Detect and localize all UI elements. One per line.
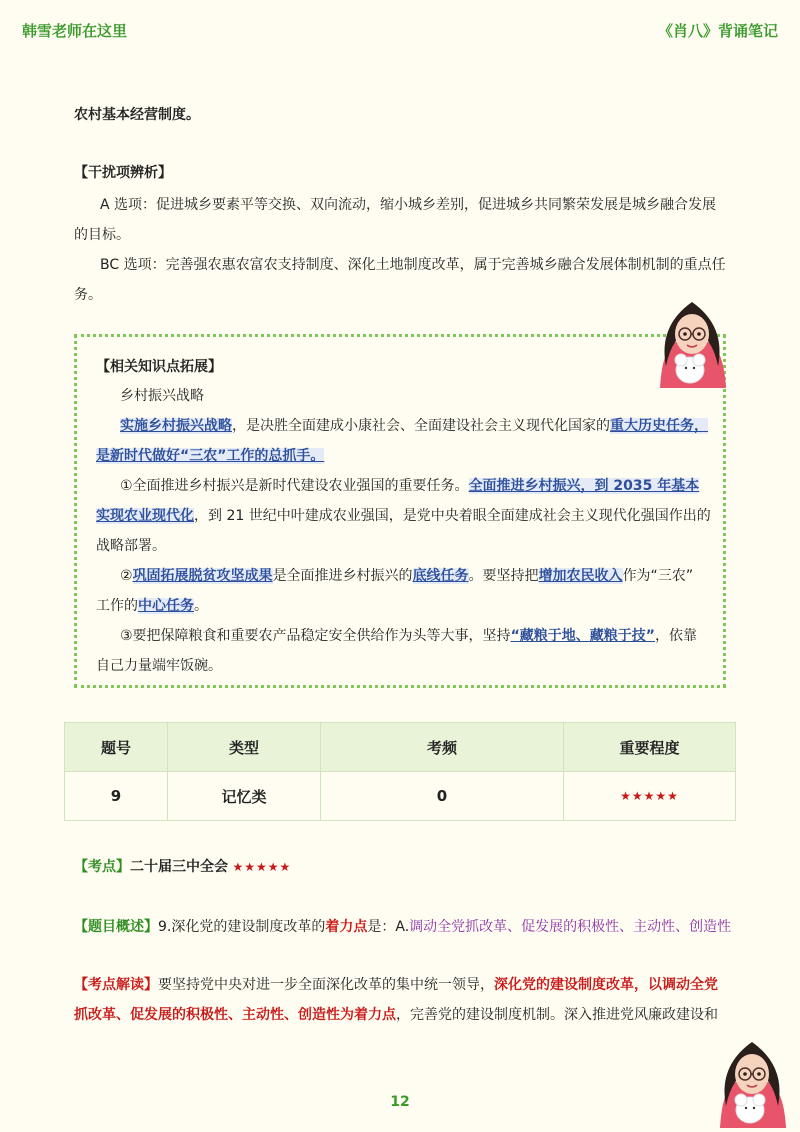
teacher-avatar-icon (654, 296, 730, 392)
page-number: 12 (390, 1094, 410, 1110)
table-cell: 9 (65, 772, 168, 821)
gaishu-line: 【题目概述】9.深化党的建设制度改革的着力点是：A.调动全党抓改革、促发展的积极性、主动性、创造性 (74, 919, 732, 935)
table-cell-stars: ★★★★★ (564, 772, 736, 821)
header-left-title: 韩雪老师在这里 (22, 22, 128, 40)
header-right-title: 《肖八》背诵笔记 (657, 22, 778, 40)
table-header-cell: 考频 (321, 723, 564, 772)
extension-point1-line1: ①全面推进乡村振兴是新时代建设农业强国的重要任务。全面推进乡村振兴，到 2035 年基本 (120, 478, 700, 494)
extension-point2-line2: 工作的中心任务。 (96, 598, 208, 614)
extension-point3-line2: 自己力量端牢饭碗。 (96, 658, 222, 674)
distractor-bc-line2: 务。 (74, 287, 102, 303)
table-header-row (65, 723, 736, 772)
distractor-heading: 【干扰项辨析】 (74, 165, 172, 181)
extension-point1-line3: 战略部署。 (96, 538, 166, 554)
question-meta-table (64, 722, 736, 821)
jiedu-line2: 抓改革、促发展的积极性、主动性、创造性为着力点，完善党的建设制度机制。深入推进党风廉政建设和 (74, 1007, 718, 1023)
table-header-cell: 题号 (65, 723, 168, 772)
table-header-cell: 类型 (168, 723, 321, 772)
distractor-bc-line1: BC 选项：完善强农惠农富农支持制度、深化土地制度改革，属于完善城乡融合发展体制机制的重点任 (100, 257, 726, 273)
extension-heading: 【相关知识点拓展】 (96, 359, 222, 375)
table-cell: 0 (321, 772, 564, 821)
table-cell: 记忆类 (168, 772, 321, 821)
extension-point1-line2: 实现农业现代化，到 21 世纪中叶建成农业强国，是党中央着眼全面建成社会主义现代化强国作出的 (96, 508, 711, 524)
top-answer-text: 农村基本经营制度。 (74, 107, 200, 123)
kaodian-line: 【考点】二十届三中全会 ★★★★★ (74, 859, 292, 875)
extension-point3-line1: ③要把保障粮食和重要农产品稳定安全供给作为头等大事，坚持“藏粮于地、藏粮于技”，依靠 (120, 628, 697, 644)
table-row (65, 772, 736, 821)
extension-point2-line1: ②巩固拓展脱贫攻坚成果是全面推进乡村振兴的底线任务。要坚持把增加农民收入作为“三农” (120, 568, 694, 584)
table-header-cell: 重要程度 (564, 723, 736, 772)
extension-line-1: 实施乡村振兴战略，是决胜全面建成小康社会、全面建设社会主义现代化国家的重大历史任务， (120, 418, 708, 434)
extension-line-2: 是新时代做好“三农”工作的总抓手。 (96, 448, 325, 464)
distractor-a-line2: 的目标。 (74, 227, 130, 243)
distractor-a-line1: A 选项：促进城乡要素平等交换、双向流动，缩小城乡差别，促进城乡共同繁荣发展是城乡融合发展 (100, 197, 717, 213)
teacher-avatar-icon (714, 1036, 790, 1132)
extension-subtitle: 乡村振兴战略 (120, 388, 204, 404)
jiedu-line1: 【考点解读】要坚持党中央对进一步全面深化改革的集中统一领导，深化党的建设制度改革，以调动全党 (74, 977, 718, 993)
